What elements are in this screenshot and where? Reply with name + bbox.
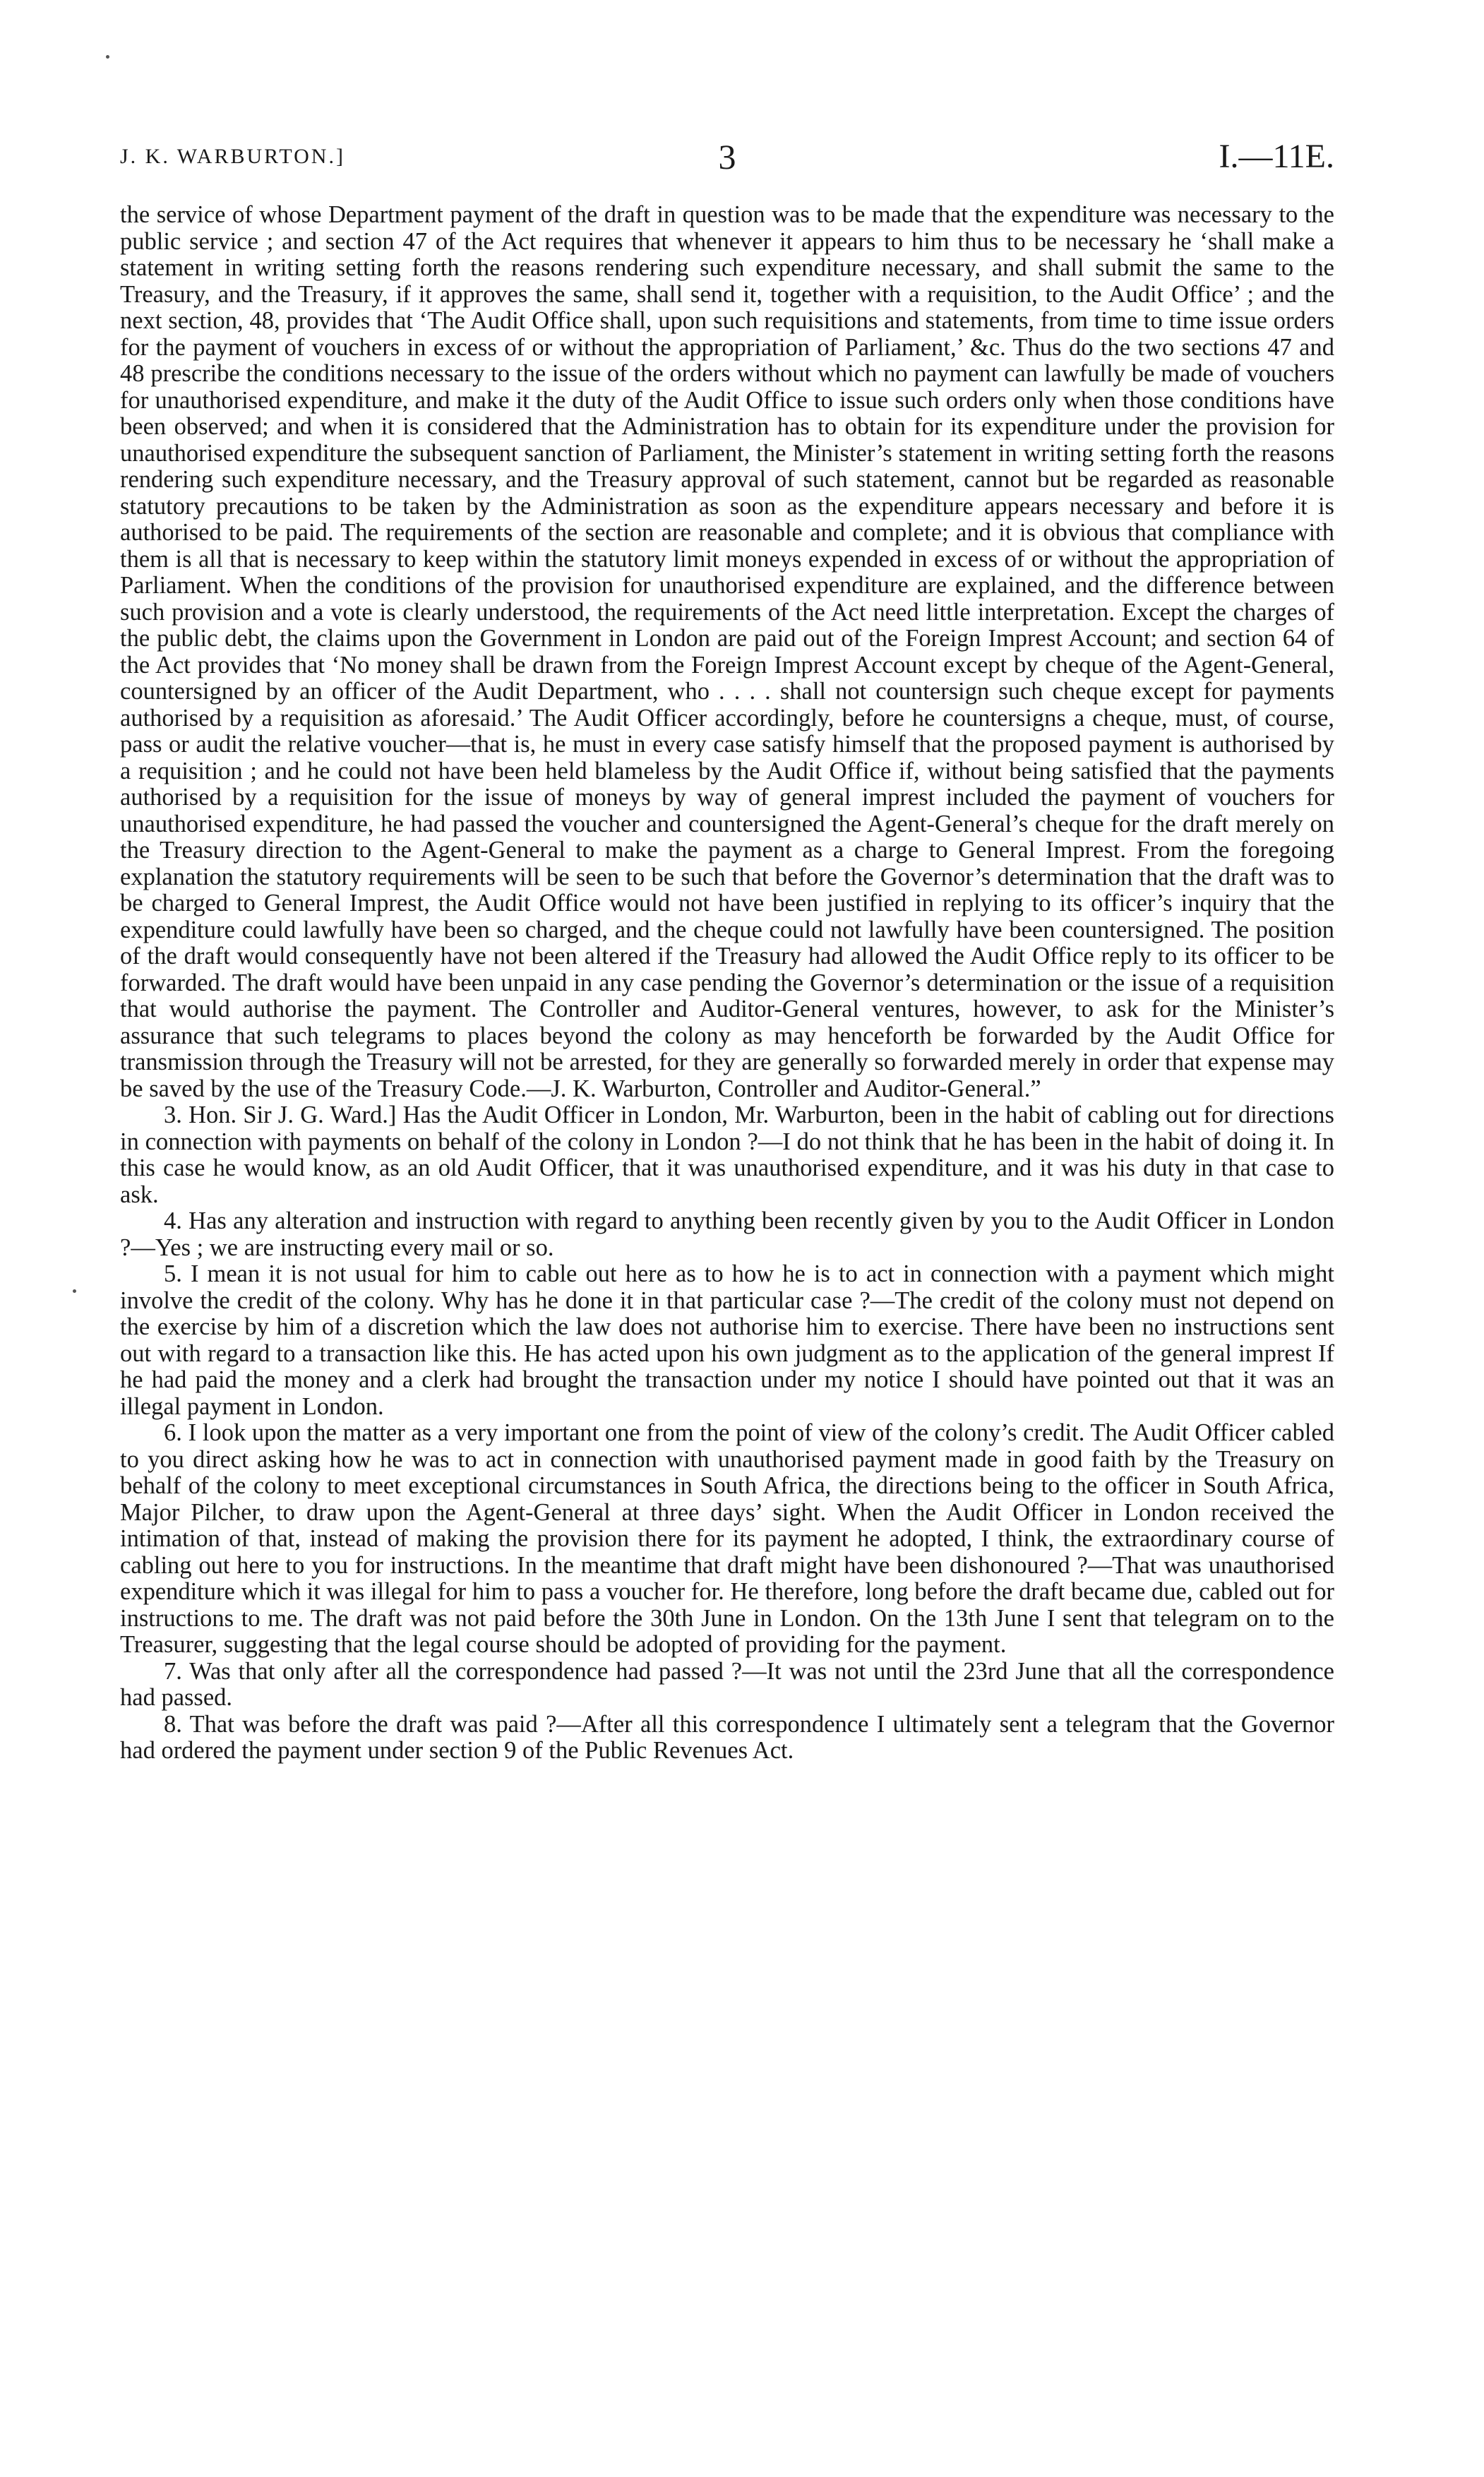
body-text — [120, 202, 1334, 1765]
header-witness-name: J. K. WARBURTON.] — [120, 145, 345, 168]
paragraph-question-8: 8. That was before the draft was paid ?—After all this correspondence I ultimately sent a telegram that the Governor had ordered the payment under section 9 of the Public Revenues Act. — [120, 1710, 1334, 1764]
paragraph-continued-statement: the service of whose Department payment of the draft in question was to be made that the expenditure was necessary to the public service ; and section 47 of the Act requires that whenever it appears to him thus to be necessary he ‘shall make a statement in writing setting forth the reasons rendering such expenditure necessary, and shall submit the same to the Treasury, and the Treasury, if it approves the same, shall send it, together with a requisition, to the Audit Office’ ; and the next section, 48, provides that ‘The Audit Office shall, upon such requisitions and statements, from time to time issue orders for the payment of vouchers in excess of or without the appropriation of Parliament,’ &c. Thus do the two sections 47 and 48 prescribe the conditions necessary to the issue of the orders without which no payment can lawfully be made of vouchers for unauthorised expenditure, and make it the duty of the Audit Office to issue such orders only when those conditions have been observed; and when it is considered that the Administration has to obtain for its expenditure under the provision for unauthorised expenditure the subsequent sanction of Parliament, the Minister’s statement in writing setting forth the reasons rendering such expenditure necessary, and the Treasury approval of such statement, cannot but be regarded as reasonable statutory precautions to be taken by the Administration as soon as the expenditure appears necessary and before it is authorised to be paid. The requirements of the section are reasonable and complete; and it is obvious that compliance with them is all that is necessary to keep within the statutory limit moneys expended in excess of or without the appropriation of Parliament. When the conditions of the provision for unauthorised expenditure are explained, and the difference between such provision and a vote is clearly understood, the requirements of the Act need little interpretation. Except the charges of the public debt, the claims upon the Government in London are paid out of the Foreign Imprest Account; and section 64 of the Act provides that ‘No money shall be drawn from the Foreign Imprest Account except by cheque of the Agent-General, countersigned by an officer of the Audit Department, who . . . . shall not countersign such cheque except for payments authorised by a requisition as aforesaid.’ The Audit Officer accordingly, before he countersigns a cheque, must, of course, pass or audit the relative voucher—that is, he must in every case satisfy himself that the proposed payment is authorised by a requisition ; and he could not have been held blameless by the Audit Office if, without being satisfied that the payments authorised by a requisition for the issue of moneys by way of general imprest included the payment of vouchers for unauthorised expenditure, he had passed the voucher and countersigned the Agent-General’s cheque for the draft merely on the Treasury direction to the Agent-General to make the payment as a charge to General Imprest. From the foregoing explanation the statutory requirements will be seen to be such that before the Governor’s determination that the draft was to be charged to General Imprest, the Audit Office would not have been justified in replying to its officer’s inquiry that the expenditure could lawfully have been so charged, and the cheque could not lawfully have been countersigned. The position of the draft would consequently have not been altered if the Treasury had allowed the Audit Office reply to its officer to be forwarded. The draft would have been unpaid in any case pending the Governor’s determination or the issue of a requisition that would authorise the payment. The Controller and Auditor-General ventures, however, to ask for the Minister’s assurance that such telegrams to places beyond the colony as may henceforth be forwarded by the Audit Office for transmission through the Treasury will not be arrested, for they are generally so forwarded merely in order that expense may be saved by the use of the Treasury Code.—J. K. Warburton, Controller and Auditor-General.” — [120, 201, 1334, 1102]
paragraph-question-6: 6. I look upon the matter as a very important one from the point of view of the colony’s credit. The Audit Officer cabled to you direct asking how he was to act in connection with unauthorised payment made in good faith by the Treasury on behalf of the colony to meet exceptional circumstances in South Africa, the directions being to the officer in South Africa, Major Pilcher, to draw upon the Agent-General at three days’ sight. When the Audit Officer in London received the intimation of that, instead of making the provision there for its payment he adopted, I think, the extraordinary course of cabling out here to you for instructions. In the meantime that draft might have been dishonoured ?—That was unauthorised expenditure which it was illegal for him to pass a voucher for. He therefore, long before the draft became due, cabled out for instructions to me. The draft was not paid before the 30th June in London. On the 13th June I sent that telegram on to the Treasurer, suggesting that the legal course should be adopted of providing for the payment. — [120, 1419, 1334, 1658]
paragraph-question-7: 7. Was that only after all the correspondence had passed ?—It was not until the 23rd June that all the correspondence had passed. — [120, 1657, 1334, 1711]
paragraph-question-4: 4. Has any alteration and instruction with regard to anything been recently given by you to the Audit Officer in London ?—Yes ; we are instructing every mail or so. — [120, 1207, 1334, 1261]
paragraph-question-3: 3. Hon. Sir J. G. Ward.] Has the Audit Officer in London, Mr. Warburton, been in the habit of cabling out for directions in connection with payments on behalf of the colony in London ?—I do not think that he has been in the habit of doing it. In this case he would know, as an old Audit Officer, that it was unauthorised expenditure, and it was his duty in that case to ask. — [120, 1102, 1334, 1208]
scan-speck — [73, 1289, 76, 1293]
page-number: 3 — [718, 137, 736, 177]
scan-speck — [106, 55, 109, 59]
page-header — [120, 136, 1334, 178]
paper-reference: I.—11E. — [1219, 138, 1334, 175]
paragraph-question-5: 5. I mean it is not usual for him to cable out here as to how he is to act in connection with a payment which might involve the credit of the colony. Why has he done it in that particular case ?—The credit of the colony must not depend on the exercise by him of a discretion which the law does not authorise him to exercise. There have been no instructions sent out with regard to a transaction like this. He has acted upon his own judgment as to the application of the general imprest If he had paid the money and a clerk had brought the transaction under my notice I should have pointed out that it was an illegal payment in London. — [120, 1260, 1334, 1420]
